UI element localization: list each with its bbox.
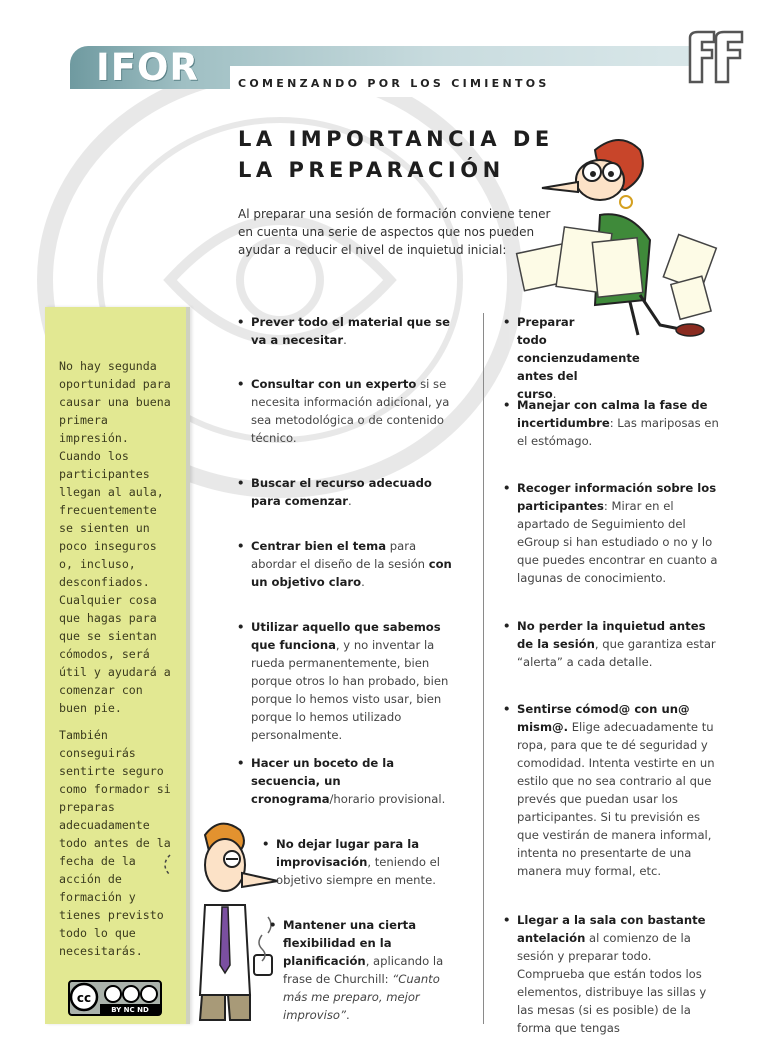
list-item: • Recoger información sobre los participantes: Mirar en el apartado de Seguimiento del eGroup si han estudiado o no y lo que puedes encontrar en cuanto a lagunas de conocimiento. [503,481,718,585]
creative-commons-license-icon [68,980,162,1016]
list-item: • Sentirse cómod@ con un@ mism@. Elige adecuadamente tu ropa, para que te dé seguridad y comodidad. Intenta vestirte en un estilo que no sea contrario al que prevés que puedan usar los participantes. Si tu previsión es que vestirán de manera informal, intenta no presentarte de una manera muy formal, etc. [503,702,715,878]
sidebar-paragraph-1: No hay segunda oportunidad para causar una buena primera impresión. Cuando los participantes llegan al aula, frecuentemente se sienten un poco inseguros o, incluso, desconfiados. Cualquier cosa que hagas para que se sientan cómodos, será útil y ayudará a comenzar con buen pie. [59,359,171,715]
list-item: • Mantener una cierta flexibilidad en la planificación, aplicando la frase de Churchill: “Cuanto más me preparo, mejor improviso”. [269,918,444,1022]
list-item: • Llegar a la sala con bastante antelación al comienzo de la sesión y preparar todo. Comprueba que están todos los elementos, distribuye las sillas y las mesas (si es posible) de la forma que tengas [503,913,707,1035]
list-item: • Buscar el recurso adecuado para comenzar. [237,476,432,508]
list-item: • Prever todo el material que se va a necesitar. [237,315,450,347]
list-item: • Hacer un boceto de la secuencia, un cronograma/horario provisional. [237,756,446,806]
list-item: • Preparar todo concienzudamente antes del curso. [503,315,640,401]
title-line-2: LA PREPARACIÓN [238,158,505,182]
license-label: BY NC ND [111,1006,149,1014]
list-item: • Manejar con calma la fase de incertidumbre: Las mariposas en el estómago. [503,398,719,448]
svg-text:cc: cc [76,991,92,1005]
title-line-1: LA IMPORTANCIA DE [238,127,554,151]
list-item: • Utilizar aquello que sabemos que funciona, y no inventar la rueda permanentemente, bien porque otros lo han probado, bien porque lo hemos visto usar, bien porque lo hemos utilizado personalmente. [237,620,449,742]
ifor-logo: IFOR [96,46,199,89]
list-item: • Consultar con un experto si se necesita información adicional, ya sea metodológica o de contenido técnico. [237,377,450,445]
list-item: • No dejar lugar para la improvisación, teniendo el objetivo siempre en mente. [262,837,440,887]
sidebar-paragraph-2: También conseguirás sentirte seguro como formador si preparas adecuadamente todo antes de la fecha de la acción de formación y tienes previsto todo lo que necesitarás. [59,728,171,958]
section-heading: COMENZANDO POR LOS CIMIENTOS [238,77,550,90]
list-item: • Centrar bien el tema para abordar el diseño de la sesión con un objetivo claro. [237,539,452,589]
column-divider [483,313,484,1024]
ff-logo-icon [684,28,746,86]
list-item: • No perder la inquietud antes de la sesión, que garantiza estar “alerta” a cada detalle. [503,619,716,669]
intro-paragraph: Al preparar una sesión de formación conviene tener en cuenta una serie de aspectos que nos pueden ayudar a reducir el nivel de inquietud inicial: [238,207,551,257]
